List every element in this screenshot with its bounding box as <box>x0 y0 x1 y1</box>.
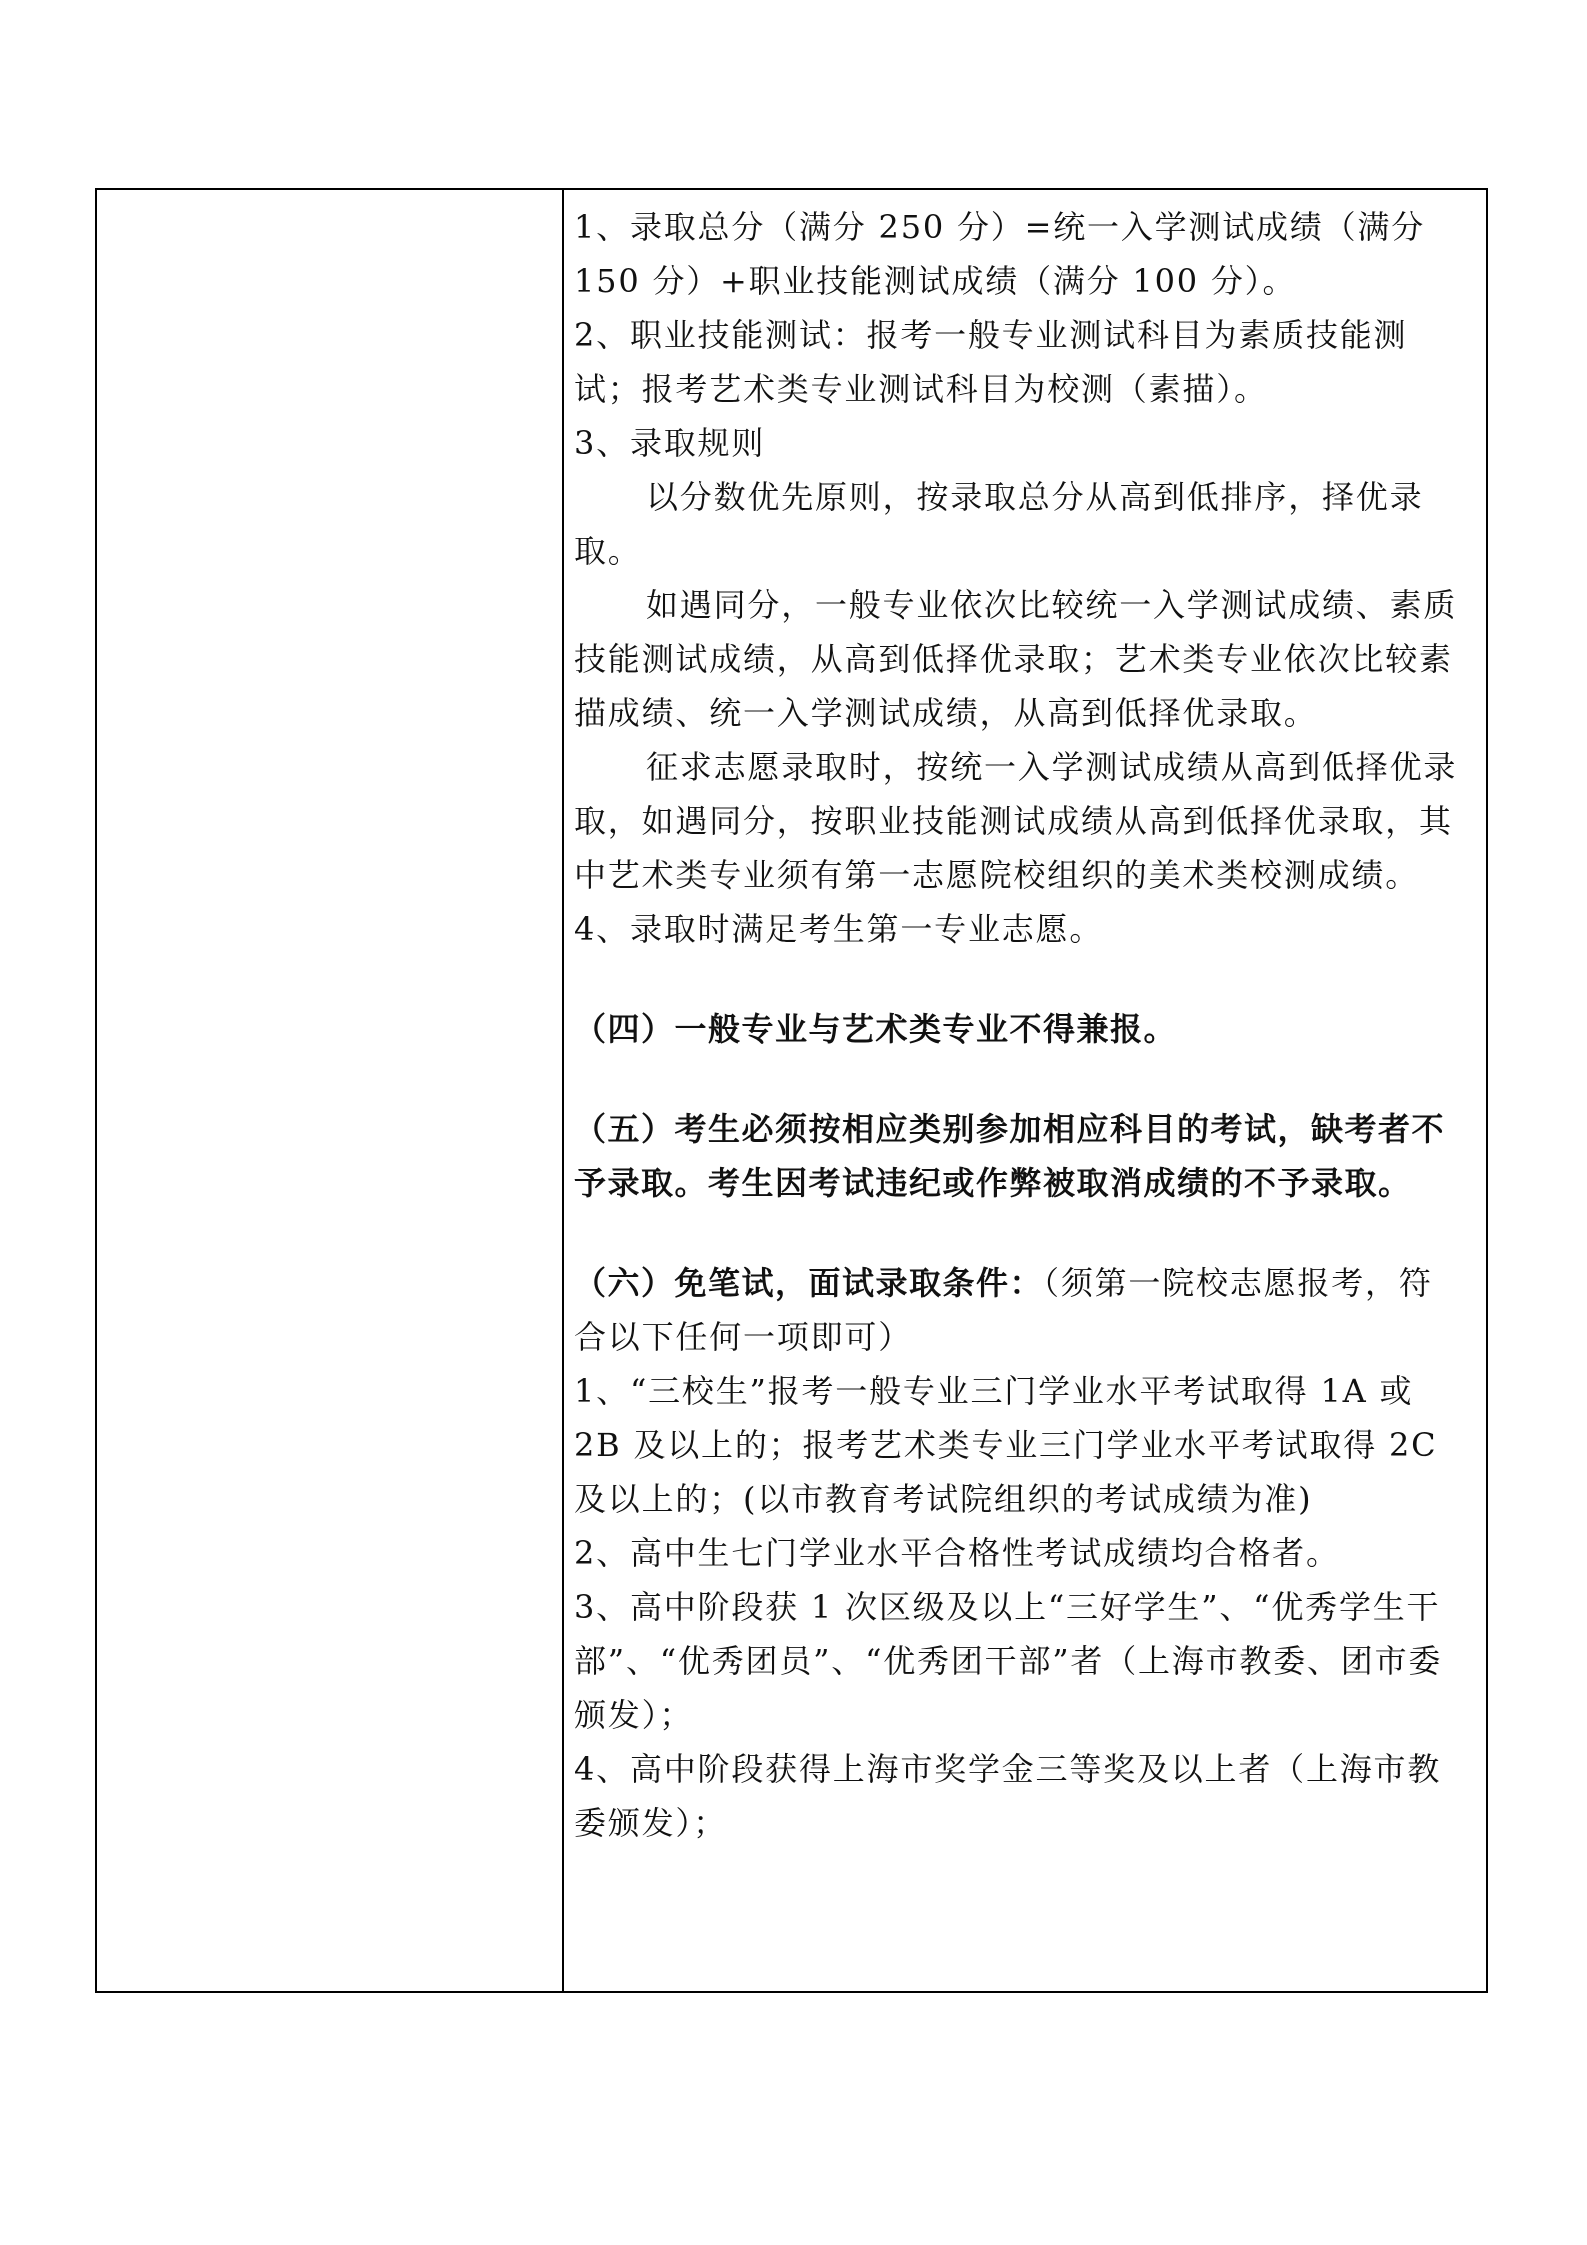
exemption-item: 3、高中阶段获 1 次区级及以上“三好学生”、“优秀学生干部”、“优秀团员”、“优秀团干部”者（上海市教委、团市委颁发）； <box>574 1588 1443 1734</box>
content-cell <box>574 200 1464 1850</box>
exemption-item: 1、“三校生”报考一般专业三门学业水平考试取得 1A 或 2B 及以上的；报考艺术类专业三门学业水平考试取得 2C 及以上的；(以市教育考试院组织的考试成绩为准) <box>574 1372 1438 1518</box>
skill-test-rule: 2、职业技能测试：报考一般专业测试科目为素质技能测试；报考艺术类专业测试科目为校测（素描）。 <box>574 316 1408 408</box>
section-6-note: （须第一院校志愿报考，符合以下任何一项即可） <box>574 1264 1433 1356</box>
admission-table <box>95 188 1488 1993</box>
spacer <box>574 1056 1464 1102</box>
rule-paragraph-2: 如遇同分，一般专业依次比较统一入学测试成绩、素质技能测试成绩，从高到低择优录取；艺术类专业依次比较素描成绩、统一入学测试成绩，从高到低择优录取。 <box>574 586 1458 732</box>
rule-paragraph-1: 以分数优先原则，按录取总分从高到低排序，择优录取。 <box>574 478 1424 570</box>
exemption-item: 2、高中生七门学业水平合格性考试成绩均合格者。 <box>574 1534 1340 1572</box>
left-label-cell <box>97 190 562 1991</box>
column-divider <box>562 190 564 1991</box>
section-4-heading: （四）一般专业与艺术类专业不得兼报。 <box>574 1010 1178 1048</box>
section-6-heading: （六）免笔试，面试录取条件： <box>574 1264 1044 1302</box>
first-choice-rule: 4、录取时满足考生第一专业志愿。 <box>574 910 1104 948</box>
exemption-item: 4、高中阶段获得上海市奖学金三等奖及以上者（上海市教委颁发）； <box>574 1750 1442 1842</box>
section-5-heading: （五）考生必须按相应类别参加相应科目的考试，缺考者不予录取。考生因考试违纪或作弊被取消成绩的不予录取。 <box>574 1110 1446 1202</box>
rule-paragraph-3: 征求志愿录取时，按统一入学测试成绩从高到低择优录取，如遇同分，按职业技能测试成绩从高到低择优录取，其中艺术类专业须有第一志愿院校组织的美术类校测成绩。 <box>574 748 1458 894</box>
score-total-rule: 1、录取总分（满分 250 分）=统一入学测试成绩（满分 150 分）+职业技能测试成绩（满分 100 分）。 <box>574 208 1425 300</box>
section-6-block <box>574 1256 1464 1364</box>
admission-rules-heading: 3、录取规则 <box>574 424 766 462</box>
spacer <box>574 956 1464 1002</box>
spacer <box>574 1210 1464 1256</box>
